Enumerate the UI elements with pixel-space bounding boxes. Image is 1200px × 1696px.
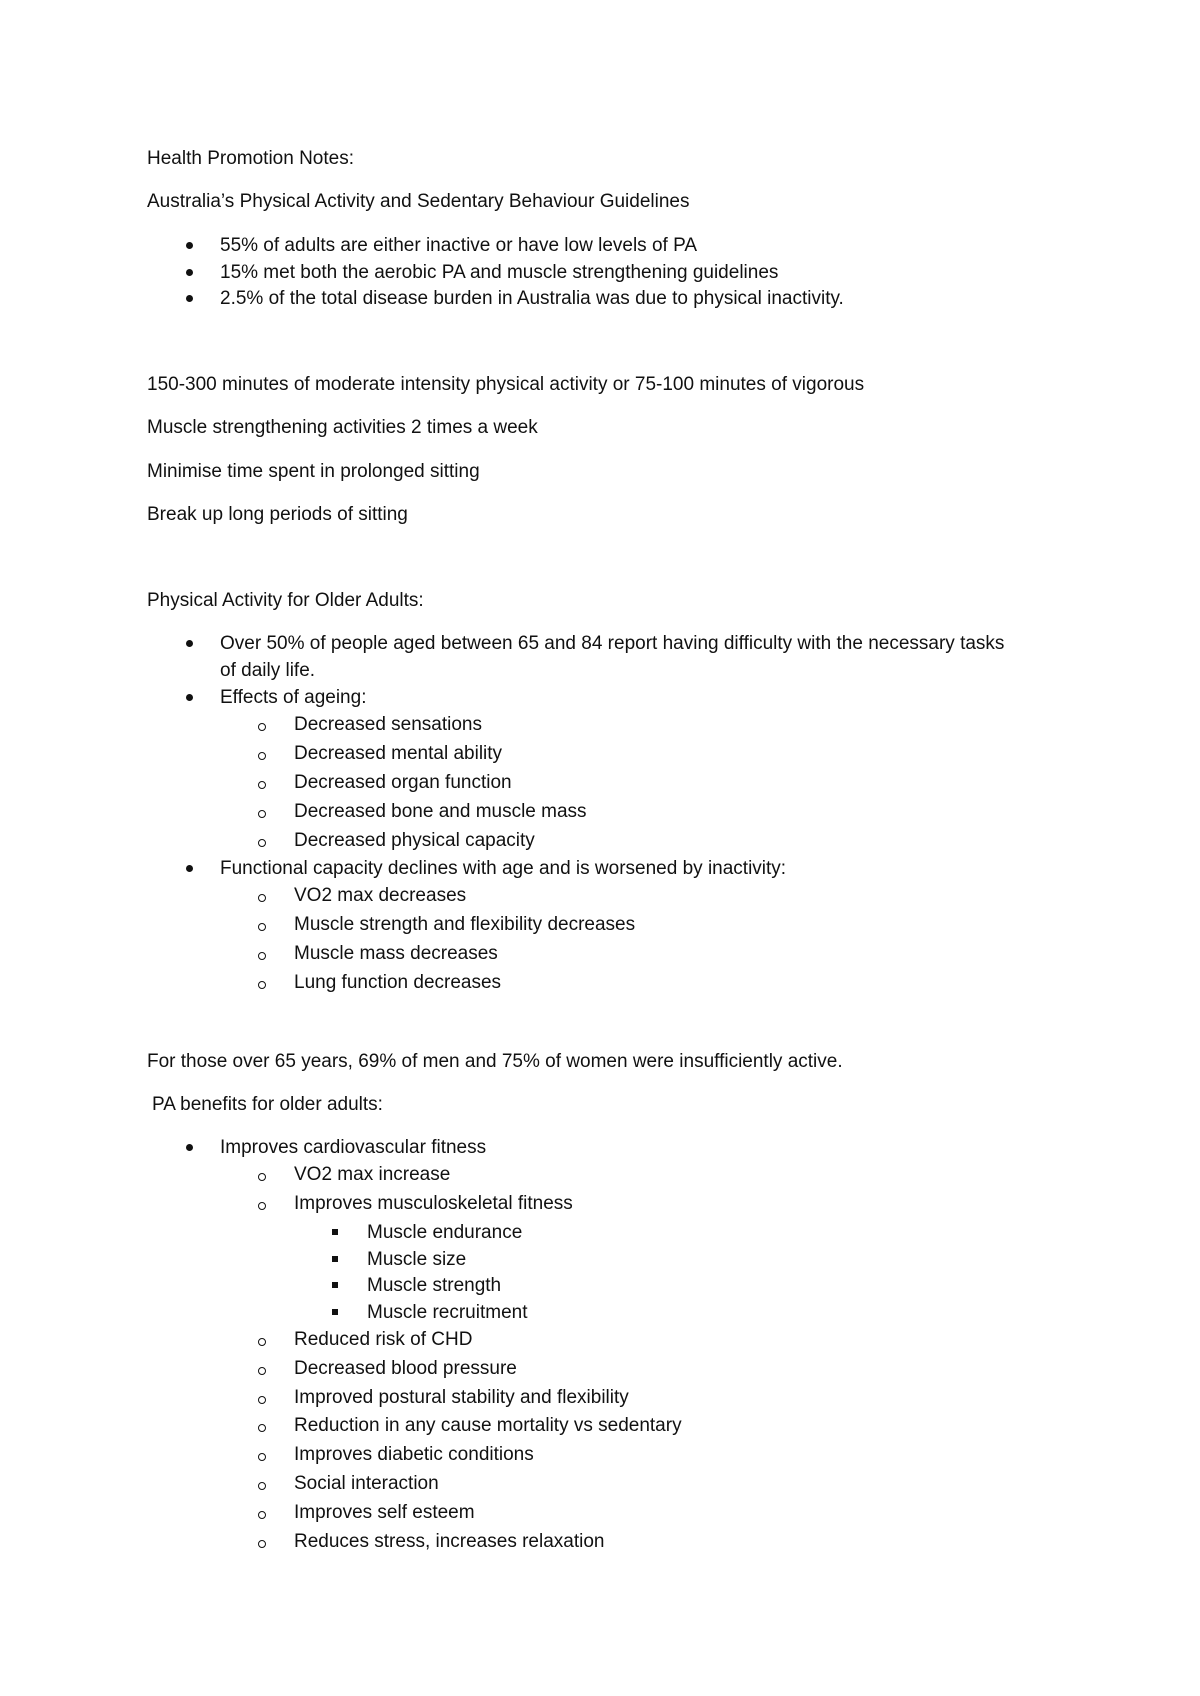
benefit-vo2: VO2 max increase	[294, 1164, 451, 1185]
functional-item: Lung function decreases	[294, 972, 502, 993]
circle-bullet-icon	[258, 1396, 266, 1404]
square-bullet-icon	[332, 1282, 338, 1288]
functional-item: VO2 max decreases	[294, 885, 467, 906]
square-bullet-icon	[332, 1229, 338, 1235]
circle-bullet-icon	[258, 1482, 266, 1490]
benefit-item: Reduced risk of CHD	[294, 1329, 473, 1350]
functional-label: Functional capacity declines with age and is worsened by inactivity:	[220, 858, 787, 879]
circle-bullet-icon	[258, 923, 266, 931]
page-heading: Health Promotion Notes:	[147, 148, 354, 169]
effect-item: Decreased organ function	[294, 772, 512, 793]
effect-item: Decreased physical capacity	[294, 830, 535, 851]
circle-bullet-icon	[258, 1202, 266, 1210]
functional-item: Muscle strength and flexibility decreases	[294, 914, 636, 935]
benefit-item: Social interaction	[294, 1473, 439, 1494]
muscle-item: Muscle endurance	[367, 1222, 523, 1243]
benefits-title: PA benefits for older adults:	[152, 1094, 383, 1115]
older-adults-title: Physical Activity for Older Adults:	[147, 590, 424, 611]
circle-bullet-icon	[258, 752, 266, 760]
bullet-icon	[186, 242, 193, 249]
circle-bullet-icon	[258, 1367, 266, 1375]
guideline-stat: 55% of adults are either inactive or have low levels of PA	[220, 235, 698, 256]
benefit-item: Decreased blood pressure	[294, 1358, 517, 1379]
circle-bullet-icon	[258, 894, 266, 902]
recommendation: 150-300 minutes of moderate intensity physical activity or 75-100 minutes of vigorous	[147, 374, 865, 395]
guideline-stat: 2.5% of the total disease burden in Australia was due to physical inactivity.	[220, 288, 844, 309]
benefit-item: Improved postural stability and flexibility	[294, 1387, 629, 1408]
bullet-icon	[186, 269, 193, 276]
bullet-icon	[186, 640, 193, 647]
bullet-icon	[186, 1144, 193, 1151]
circle-bullet-icon	[258, 981, 266, 989]
muscle-item: Muscle strength	[367, 1275, 502, 1296]
benefit-item: Improves diabetic conditions	[294, 1444, 534, 1465]
circle-bullet-icon	[258, 810, 266, 818]
circle-bullet-icon	[258, 1540, 266, 1548]
circle-bullet-icon	[258, 781, 266, 789]
recommendation: Muscle strengthening activities 2 times a week	[147, 417, 538, 438]
circle-bullet-icon	[258, 1173, 266, 1181]
guidelines-title: Australia’s Physical Activity and Sedentary Behaviour Guidelines	[147, 191, 690, 212]
effect-item: Decreased sensations	[294, 714, 482, 735]
circle-bullet-icon	[258, 1511, 266, 1519]
circle-bullet-icon	[258, 1424, 266, 1432]
square-bullet-icon	[332, 1309, 338, 1315]
effect-item: Decreased mental ability	[294, 743, 503, 764]
circle-bullet-icon	[258, 1338, 266, 1346]
muscle-item: Muscle recruitment	[367, 1302, 528, 1323]
recommendation: Break up long periods of sitting	[147, 504, 408, 525]
circle-bullet-icon	[258, 952, 266, 960]
square-bullet-icon	[332, 1256, 338, 1262]
bullet-icon	[186, 694, 193, 701]
benefit-item: Improves self esteem	[294, 1502, 475, 1523]
functional-item: Muscle mass decreases	[294, 943, 498, 964]
circle-bullet-icon	[258, 1453, 266, 1461]
benefit-item: Reduction in any cause mortality vs sedentary	[294, 1415, 682, 1436]
effect-item: Decreased bone and muscle mass	[294, 801, 587, 822]
benefit-musculo: Improves musculoskeletal fitness	[294, 1193, 573, 1214]
difficulty-stat-line: Over 50% of people aged between 65 and 84 report having difficulty with the necessary tasks	[220, 633, 1005, 654]
circle-bullet-icon	[258, 723, 266, 731]
recommendation: Minimise time spent in prolonged sitting	[147, 461, 480, 482]
benefit-cardio: Improves cardiovascular fitness	[220, 1137, 487, 1158]
effects-label: Effects of ageing:	[220, 687, 367, 708]
benefit-item: Reduces stress, increases relaxation	[294, 1531, 605, 1552]
bullet-icon	[186, 865, 193, 872]
muscle-item: Muscle size	[367, 1249, 467, 1270]
difficulty-stat-line: of daily life.	[220, 660, 316, 681]
bullet-icon	[186, 295, 193, 302]
guideline-stat: 15% met both the aerobic PA and muscle strengthening guidelines	[220, 262, 779, 283]
over65-stat: For those over 65 years, 69% of men and 75% of women were insufficiently active.	[147, 1051, 843, 1072]
circle-bullet-icon	[258, 839, 266, 847]
